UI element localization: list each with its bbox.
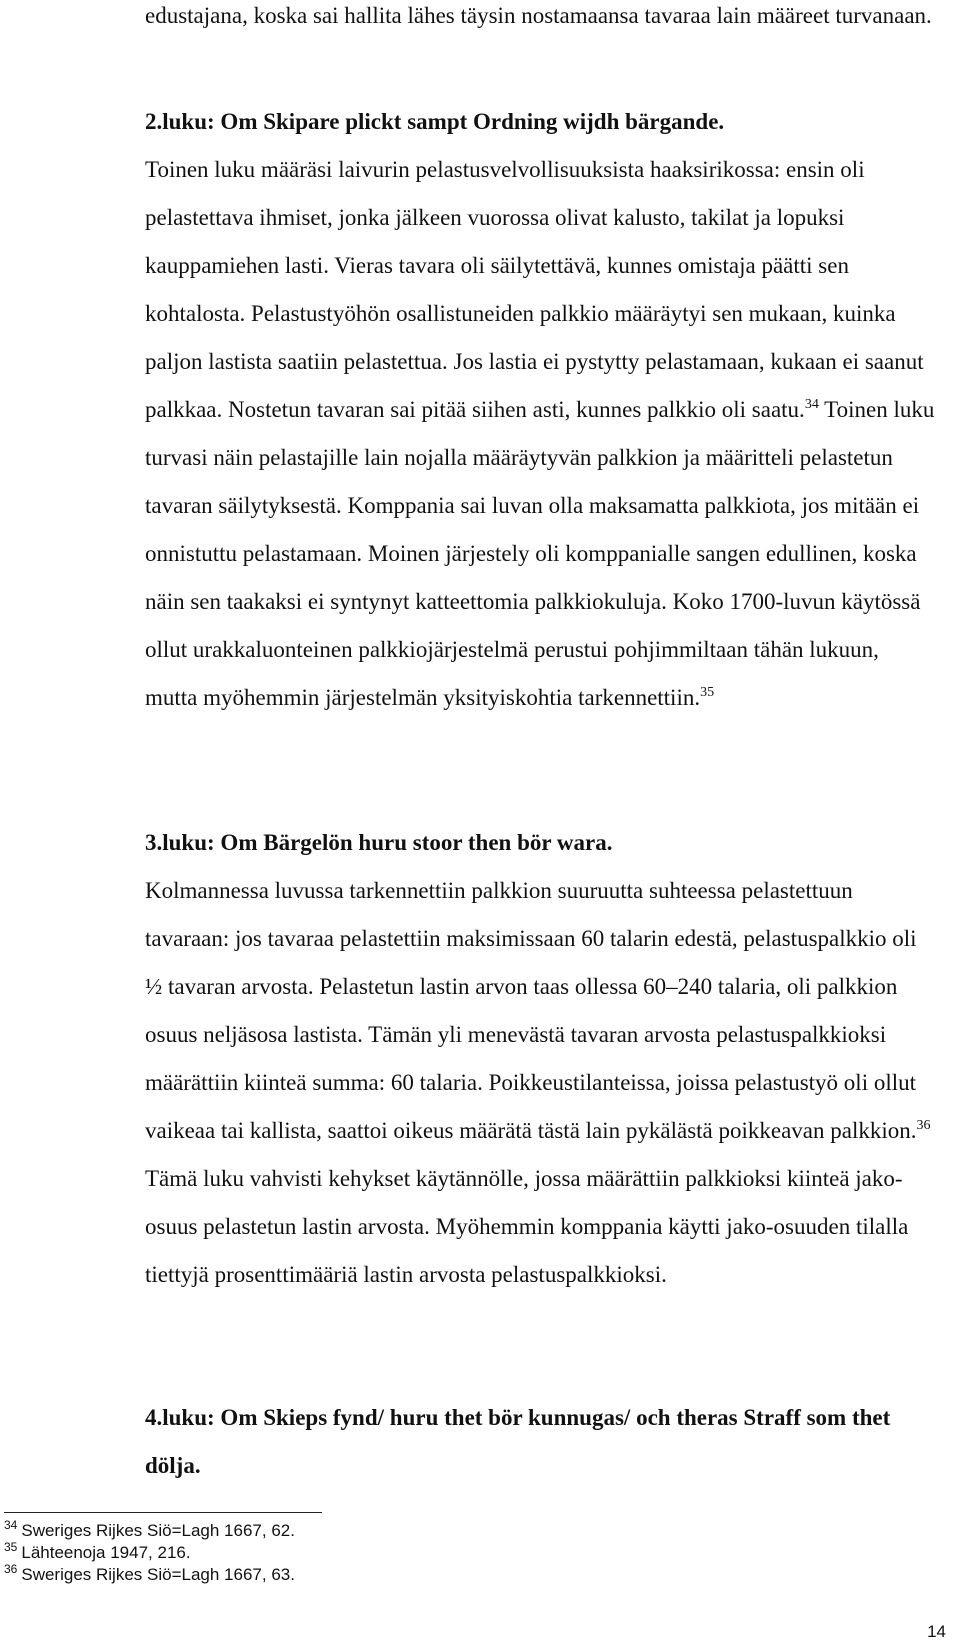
footnote-36 [4,1564,604,1586]
footnote-text: Sweriges Rijkes Siö=Lagh 1667, 62. [21,1521,295,1540]
footnote-number: 36 [4,1562,18,1576]
section-heading-chapter-4: 4.luku: Om Skieps fynd/ huru thet bör kunnugas/ och theras Straff som thet dölja. [145,1405,891,1478]
footnote-34 [4,1520,604,1542]
paragraph-text: Kolmannessa luvussa tarkennettiin palkkion suuruutta suhteessa pelastettuun tavaraan: jos tavaraa pelastettiin maksimissaan 60 talarin edestä, pelastuspalkkio oli ½ tavaran arvosta. Pelastetun lastin arvon taas ollessa 60–240 talaria, oli palkkion osuus neljäsosa lastista. Tämän yli menevästä tavaran arvosta pelastuspalkkioksi määrättiin kiinteä summa: 60 talaria. Poikkeustilanteissa, joissa pelastustyö oli ollut vaikeaa tai kallista, saattoi oikeus määrätä tästä lain pykälästä poikkeavan palkkion. [145,878,917,1143]
footnote-number: 34 [4,1518,18,1532]
paragraph-intro-continuation [145,0,935,40]
section-heading-chapter-3: 3.luku: Om Bärgelön huru stoor then bör wara. [145,830,613,855]
footnote-number: 35 [4,1540,18,1554]
page-number: 14 [927,1622,946,1641]
footnote-35 [4,1542,604,1564]
footnotes [4,1520,604,1586]
section-heading-chapter-2: 2.luku: Om Skipare plickt sampt Ordning wijdh bärgande. [145,109,725,134]
paragraph-text: Tämä luku vahvisti kehykset käytännölle, jossa määrättiin palkkioksi kiinteä jako-osuus pelastetun lastin arvosta. Myöhemmin komppania käytti jako-osuuden tilalla tiettyjä prosenttimääriä lastin arvosta pelastuspalkkioksi. [145,1166,909,1287]
footnote-separator [4,1512,322,1513]
paragraph-text: Toinen luku määräsi laivurin pelastusvelvollisuuksista haaksirikossa: ensin oli pelastettava ihmiset, jonka jälkeen vuorossa olivat kalusto, takilat ja lopuksi kauppamiehen lasti. Vieras tavara oli säilytettävä, kunnes omistaja päätti sen kohtalosta. Pelastustyöhön osallistuneiden palkkio määräytyi sen mukaan, kuinka paljon lastista saatiin pelastettua. Jos lastia ei pystytty pelastamaan, kukaan ei saanut palkkaa. Nostetun tavaran sai pitää siihen asti, kunnes palkkio oli saatu. [145,157,924,422]
paragraph-text: edustajana, koska sai hallita lähes täysin nostamaansa tavaraa lain määreet turvanaan. [145,3,932,28]
paragraph-text: Toinen luku turvasi näin pelastajille lain nojalla määräytyvän palkkion ja määritteli pelastetun tavaran säilytyksestä. Komppania sai luvan olla maksamatta palkkiota, jos mitään ei onnistuttu pelastamaan. Moinen järjestely oli komppanialle sangen edullinen, koska näin sen taakaksi ei syntynyt katteettomia palkkiokuluja. Koko 1700-luvun käytössä ollut urakkaluonteinen palkkiojärjestelmä perustui pohjimmiltaan tähän lukuun, mutta myöhemmin järjestelmän yksityiskohtia tarkennettiin. [145,397,935,710]
paragraph-chapter-3 [145,867,935,1299]
footnote-reference-36[interactable]: 36 [916,1118,931,1133]
paragraph-chapter-2 [145,146,935,722]
footnote-reference-34[interactable]: 34 [804,397,819,412]
footnote-text: Sweriges Rijkes Siö=Lagh 1667, 63. [21,1565,295,1584]
footnote-text: Lähteenoja 1947, 216. [21,1543,191,1562]
footnote-reference-35[interactable]: 35 [700,685,715,700]
